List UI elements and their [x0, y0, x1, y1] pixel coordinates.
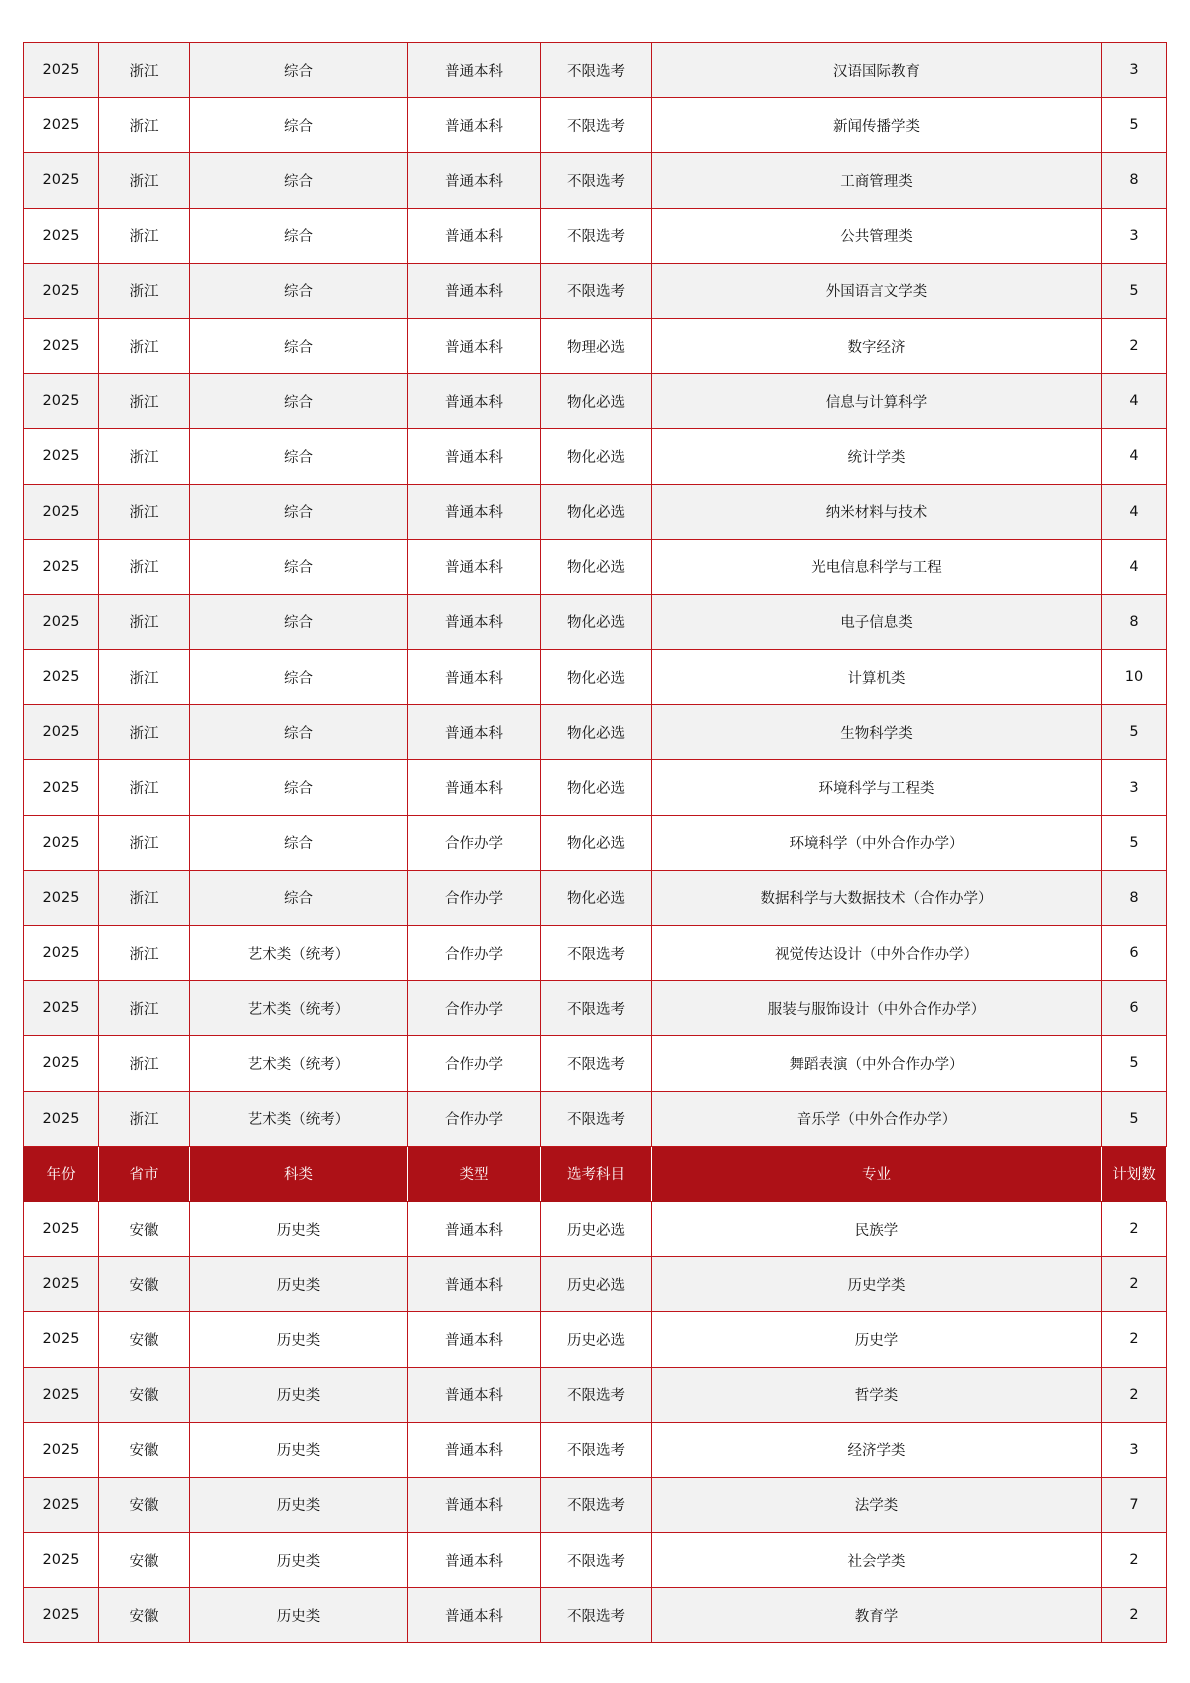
cell-major: 光电信息科学与工程 [652, 539, 1102, 594]
table-row [24, 1091, 1167, 1146]
cell-year: 2025 [24, 594, 99, 649]
cell-type: 合作办学 [408, 815, 541, 870]
cell-province: 浙江 [99, 208, 190, 263]
cell-category: 综合 [190, 539, 408, 594]
cell-year: 2025 [24, 705, 99, 760]
table-row [24, 263, 1167, 318]
table-row [24, 539, 1167, 594]
cell-major: 电子信息类 [652, 594, 1102, 649]
header-year: 年份 [24, 1146, 99, 1201]
cell-year: 2025 [24, 1367, 99, 1422]
cell-province: 安徽 [99, 1422, 190, 1477]
header-plan-count: 计划数 [1102, 1146, 1167, 1201]
cell-category: 历史类 [190, 1312, 408, 1367]
cell-major: 信息与计算科学 [652, 374, 1102, 429]
cell-category: 艺术类（统考） [190, 1036, 408, 1091]
cell-subject-requirement: 物理必选 [541, 318, 652, 373]
table-row [24, 43, 1167, 98]
cell-major: 公共管理类 [652, 208, 1102, 263]
cell-major: 汉语国际教育 [652, 43, 1102, 98]
cell-plan-count: 5 [1102, 263, 1167, 318]
cell-plan-count: 4 [1102, 429, 1167, 484]
cell-category: 艺术类（统考） [190, 926, 408, 981]
cell-plan-count: 3 [1102, 208, 1167, 263]
cell-year: 2025 [24, 429, 99, 484]
cell-category: 历史类 [190, 1201, 408, 1256]
cell-province: 安徽 [99, 1533, 190, 1588]
cell-category: 历史类 [190, 1477, 408, 1532]
cell-category: 综合 [190, 815, 408, 870]
table-row [24, 153, 1167, 208]
cell-province: 浙江 [99, 98, 190, 153]
cell-province: 浙江 [99, 263, 190, 318]
cell-major: 纳米材料与技术 [652, 484, 1102, 539]
cell-year: 2025 [24, 1036, 99, 1091]
cell-plan-count: 5 [1102, 705, 1167, 760]
cell-plan-count: 3 [1102, 43, 1167, 98]
table-row [24, 594, 1167, 649]
cell-province: 浙江 [99, 1091, 190, 1146]
cell-subject-requirement: 物化必选 [541, 484, 652, 539]
cell-subject-requirement: 不限选考 [541, 1477, 652, 1532]
cell-plan-count: 3 [1102, 1422, 1167, 1477]
cell-type: 合作办学 [408, 1091, 541, 1146]
cell-major: 环境科学（中外合作办学） [652, 815, 1102, 870]
cell-subject-requirement: 不限选考 [541, 208, 652, 263]
header-category: 科类 [190, 1146, 408, 1201]
cell-subject-requirement: 物化必选 [541, 594, 652, 649]
cell-subject-requirement: 物化必选 [541, 650, 652, 705]
cell-subject-requirement: 不限选考 [541, 43, 652, 98]
cell-province: 浙江 [99, 870, 190, 925]
cell-year: 2025 [24, 1312, 99, 1367]
cell-type: 普通本科 [408, 208, 541, 263]
cell-year: 2025 [24, 98, 99, 153]
cell-major: 舞蹈表演（中外合作办学） [652, 1036, 1102, 1091]
table-row [24, 650, 1167, 705]
header-major: 专业 [652, 1146, 1102, 1201]
cell-province: 安徽 [99, 1312, 190, 1367]
cell-province: 浙江 [99, 1036, 190, 1091]
cell-type: 普通本科 [408, 484, 541, 539]
cell-province: 安徽 [99, 1477, 190, 1532]
cell-subject-requirement: 物化必选 [541, 705, 652, 760]
cell-category: 综合 [190, 43, 408, 98]
table-row [24, 1312, 1167, 1367]
cell-province: 浙江 [99, 374, 190, 429]
cell-province: 浙江 [99, 539, 190, 594]
cell-plan-count: 2 [1102, 1533, 1167, 1588]
cell-plan-count: 2 [1102, 318, 1167, 373]
cell-province: 浙江 [99, 429, 190, 484]
cell-type: 合作办学 [408, 981, 541, 1036]
cell-year: 2025 [24, 760, 99, 815]
cell-subject-requirement: 不限选考 [541, 1533, 652, 1588]
cell-province: 安徽 [99, 1257, 190, 1312]
cell-category: 历史类 [190, 1367, 408, 1422]
cell-type: 合作办学 [408, 926, 541, 981]
cell-year: 2025 [24, 1588, 99, 1643]
cell-major: 统计学类 [652, 429, 1102, 484]
cell-plan-count: 4 [1102, 484, 1167, 539]
cell-major: 新闻传播学类 [652, 98, 1102, 153]
cell-type: 合作办学 [408, 1036, 541, 1091]
cell-category: 综合 [190, 870, 408, 925]
cell-major: 计算机类 [652, 650, 1102, 705]
cell-major: 数据科学与大数据技术（合作办学） [652, 870, 1102, 925]
cell-major: 视觉传达设计（中外合作办学） [652, 926, 1102, 981]
cell-subject-requirement: 历史必选 [541, 1312, 652, 1367]
cell-year: 2025 [24, 374, 99, 429]
cell-plan-count: 4 [1102, 374, 1167, 429]
cell-plan-count: 5 [1102, 1036, 1167, 1091]
table-body [24, 43, 1167, 1643]
cell-year: 2025 [24, 650, 99, 705]
cell-type: 合作办学 [408, 870, 541, 925]
cell-type: 普通本科 [408, 539, 541, 594]
cell-major: 经济学类 [652, 1422, 1102, 1477]
cell-plan-count: 2 [1102, 1201, 1167, 1256]
cell-province: 浙江 [99, 981, 190, 1036]
cell-type: 普通本科 [408, 1201, 541, 1256]
cell-plan-count: 8 [1102, 153, 1167, 208]
cell-plan-count: 8 [1102, 870, 1167, 925]
table-row [24, 815, 1167, 870]
cell-category: 综合 [190, 594, 408, 649]
enrollment-plan-table [23, 42, 1167, 1643]
cell-year: 2025 [24, 1091, 99, 1146]
cell-province: 浙江 [99, 484, 190, 539]
cell-major: 数字经济 [652, 318, 1102, 373]
cell-subject-requirement: 不限选考 [541, 98, 652, 153]
cell-subject-requirement: 物化必选 [541, 815, 652, 870]
cell-subject-requirement: 不限选考 [541, 981, 652, 1036]
cell-plan-count: 2 [1102, 1312, 1167, 1367]
cell-subject-requirement: 历史必选 [541, 1201, 652, 1256]
cell-type: 普通本科 [408, 429, 541, 484]
table-row [24, 1201, 1167, 1256]
cell-category: 综合 [190, 318, 408, 373]
cell-year: 2025 [24, 926, 99, 981]
cell-year: 2025 [24, 1477, 99, 1532]
cell-plan-count: 6 [1102, 981, 1167, 1036]
cell-province: 浙江 [99, 760, 190, 815]
table-row [24, 1367, 1167, 1422]
cell-major: 历史学类 [652, 1257, 1102, 1312]
cell-type: 普通本科 [408, 263, 541, 318]
cell-province: 浙江 [99, 650, 190, 705]
cell-year: 2025 [24, 153, 99, 208]
cell-subject-requirement: 物化必选 [541, 374, 652, 429]
table-row [24, 760, 1167, 815]
cell-year: 2025 [24, 815, 99, 870]
cell-category: 综合 [190, 374, 408, 429]
cell-type: 普通本科 [408, 760, 541, 815]
cell-type: 普通本科 [408, 1533, 541, 1588]
cell-major: 生物科学类 [652, 705, 1102, 760]
cell-subject-requirement: 不限选考 [541, 1588, 652, 1643]
table-row [24, 1588, 1167, 1643]
cell-plan-count: 2 [1102, 1588, 1167, 1643]
cell-type: 普通本科 [408, 1477, 541, 1532]
cell-major: 历史学 [652, 1312, 1102, 1367]
table-row [24, 981, 1167, 1036]
cell-category: 综合 [190, 263, 408, 318]
cell-subject-requirement: 历史必选 [541, 1257, 652, 1312]
cell-plan-count: 7 [1102, 1477, 1167, 1532]
cell-subject-requirement: 不限选考 [541, 926, 652, 981]
cell-category: 历史类 [190, 1533, 408, 1588]
cell-subject-requirement: 物化必选 [541, 429, 652, 484]
table-row [24, 1036, 1167, 1091]
cell-type: 普通本科 [408, 374, 541, 429]
cell-subject-requirement: 物化必选 [541, 760, 652, 815]
cell-subject-requirement: 不限选考 [541, 1367, 652, 1422]
cell-category: 艺术类（统考） [190, 1091, 408, 1146]
table-row [24, 374, 1167, 429]
cell-type: 普通本科 [408, 43, 541, 98]
cell-province: 浙江 [99, 705, 190, 760]
cell-year: 2025 [24, 1257, 99, 1312]
cell-subject-requirement: 不限选考 [541, 263, 652, 318]
cell-year: 2025 [24, 1201, 99, 1256]
cell-category: 历史类 [190, 1422, 408, 1477]
cell-province: 浙江 [99, 594, 190, 649]
cell-year: 2025 [24, 43, 99, 98]
cell-type: 普通本科 [408, 318, 541, 373]
header-subject-requirement: 选考科目 [541, 1146, 652, 1201]
cell-category: 综合 [190, 705, 408, 760]
header-province: 省市 [99, 1146, 190, 1201]
cell-type: 普通本科 [408, 1257, 541, 1312]
cell-year: 2025 [24, 318, 99, 373]
cell-year: 2025 [24, 981, 99, 1036]
cell-type: 普通本科 [408, 1312, 541, 1367]
table-row [24, 926, 1167, 981]
cell-plan-count: 5 [1102, 815, 1167, 870]
cell-plan-count: 8 [1102, 594, 1167, 649]
cell-year: 2025 [24, 539, 99, 594]
cell-province: 浙江 [99, 153, 190, 208]
cell-plan-count: 4 [1102, 539, 1167, 594]
cell-major: 法学类 [652, 1477, 1102, 1532]
table-row [24, 208, 1167, 263]
table-row [24, 1257, 1167, 1312]
cell-major: 外国语言文学类 [652, 263, 1102, 318]
table-row [24, 429, 1167, 484]
cell-type: 普通本科 [408, 98, 541, 153]
cell-plan-count: 6 [1102, 926, 1167, 981]
table-row [24, 1533, 1167, 1588]
cell-major: 教育学 [652, 1588, 1102, 1643]
header-type: 类型 [408, 1146, 541, 1201]
table-row [24, 705, 1167, 760]
cell-province: 浙江 [99, 318, 190, 373]
cell-category: 历史类 [190, 1257, 408, 1312]
table-row [24, 318, 1167, 373]
cell-type: 普通本科 [408, 1588, 541, 1643]
cell-type: 普通本科 [408, 594, 541, 649]
header-row [24, 1146, 1167, 1201]
cell-major: 工商管理类 [652, 153, 1102, 208]
cell-category: 艺术类（统考） [190, 981, 408, 1036]
cell-plan-count: 5 [1102, 1091, 1167, 1146]
table-row [24, 870, 1167, 925]
cell-category: 综合 [190, 760, 408, 815]
cell-category: 综合 [190, 208, 408, 263]
table-row [24, 484, 1167, 539]
cell-type: 普通本科 [408, 1367, 541, 1422]
cell-province: 安徽 [99, 1367, 190, 1422]
cell-type: 普通本科 [408, 705, 541, 760]
cell-subject-requirement: 不限选考 [541, 1036, 652, 1091]
cell-plan-count: 5 [1102, 98, 1167, 153]
cell-year: 2025 [24, 208, 99, 263]
cell-province: 安徽 [99, 1588, 190, 1643]
cell-category: 历史类 [190, 1588, 408, 1643]
cell-type: 普通本科 [408, 153, 541, 208]
cell-type: 普通本科 [408, 1422, 541, 1477]
cell-year: 2025 [24, 263, 99, 318]
table-row [24, 1477, 1167, 1532]
cell-province: 浙江 [99, 926, 190, 981]
cell-plan-count: 2 [1102, 1367, 1167, 1422]
cell-major: 哲学类 [652, 1367, 1102, 1422]
cell-subject-requirement: 不限选考 [541, 1091, 652, 1146]
cell-category: 综合 [190, 98, 408, 153]
cell-subject-requirement: 物化必选 [541, 870, 652, 925]
cell-plan-count: 10 [1102, 650, 1167, 705]
cell-province: 浙江 [99, 43, 190, 98]
cell-province: 浙江 [99, 815, 190, 870]
cell-subject-requirement: 物化必选 [541, 539, 652, 594]
cell-category: 综合 [190, 484, 408, 539]
cell-major: 社会学类 [652, 1533, 1102, 1588]
cell-major: 环境科学与工程类 [652, 760, 1102, 815]
cell-plan-count: 2 [1102, 1257, 1167, 1312]
cell-year: 2025 [24, 1533, 99, 1588]
table-row [24, 1422, 1167, 1477]
cell-subject-requirement: 不限选考 [541, 1422, 652, 1477]
cell-year: 2025 [24, 1422, 99, 1477]
cell-major: 音乐学（中外合作办学） [652, 1091, 1102, 1146]
cell-type: 普通本科 [408, 650, 541, 705]
cell-major: 民族学 [652, 1201, 1102, 1256]
cell-subject-requirement: 不限选考 [541, 153, 652, 208]
cell-province: 安徽 [99, 1201, 190, 1256]
cell-category: 综合 [190, 429, 408, 484]
cell-plan-count: 3 [1102, 760, 1167, 815]
table-row [24, 98, 1167, 153]
cell-category: 综合 [190, 650, 408, 705]
cell-category: 综合 [190, 153, 408, 208]
cell-major: 服装与服饰设计（中外合作办学） [652, 981, 1102, 1036]
cell-year: 2025 [24, 484, 99, 539]
cell-year: 2025 [24, 870, 99, 925]
